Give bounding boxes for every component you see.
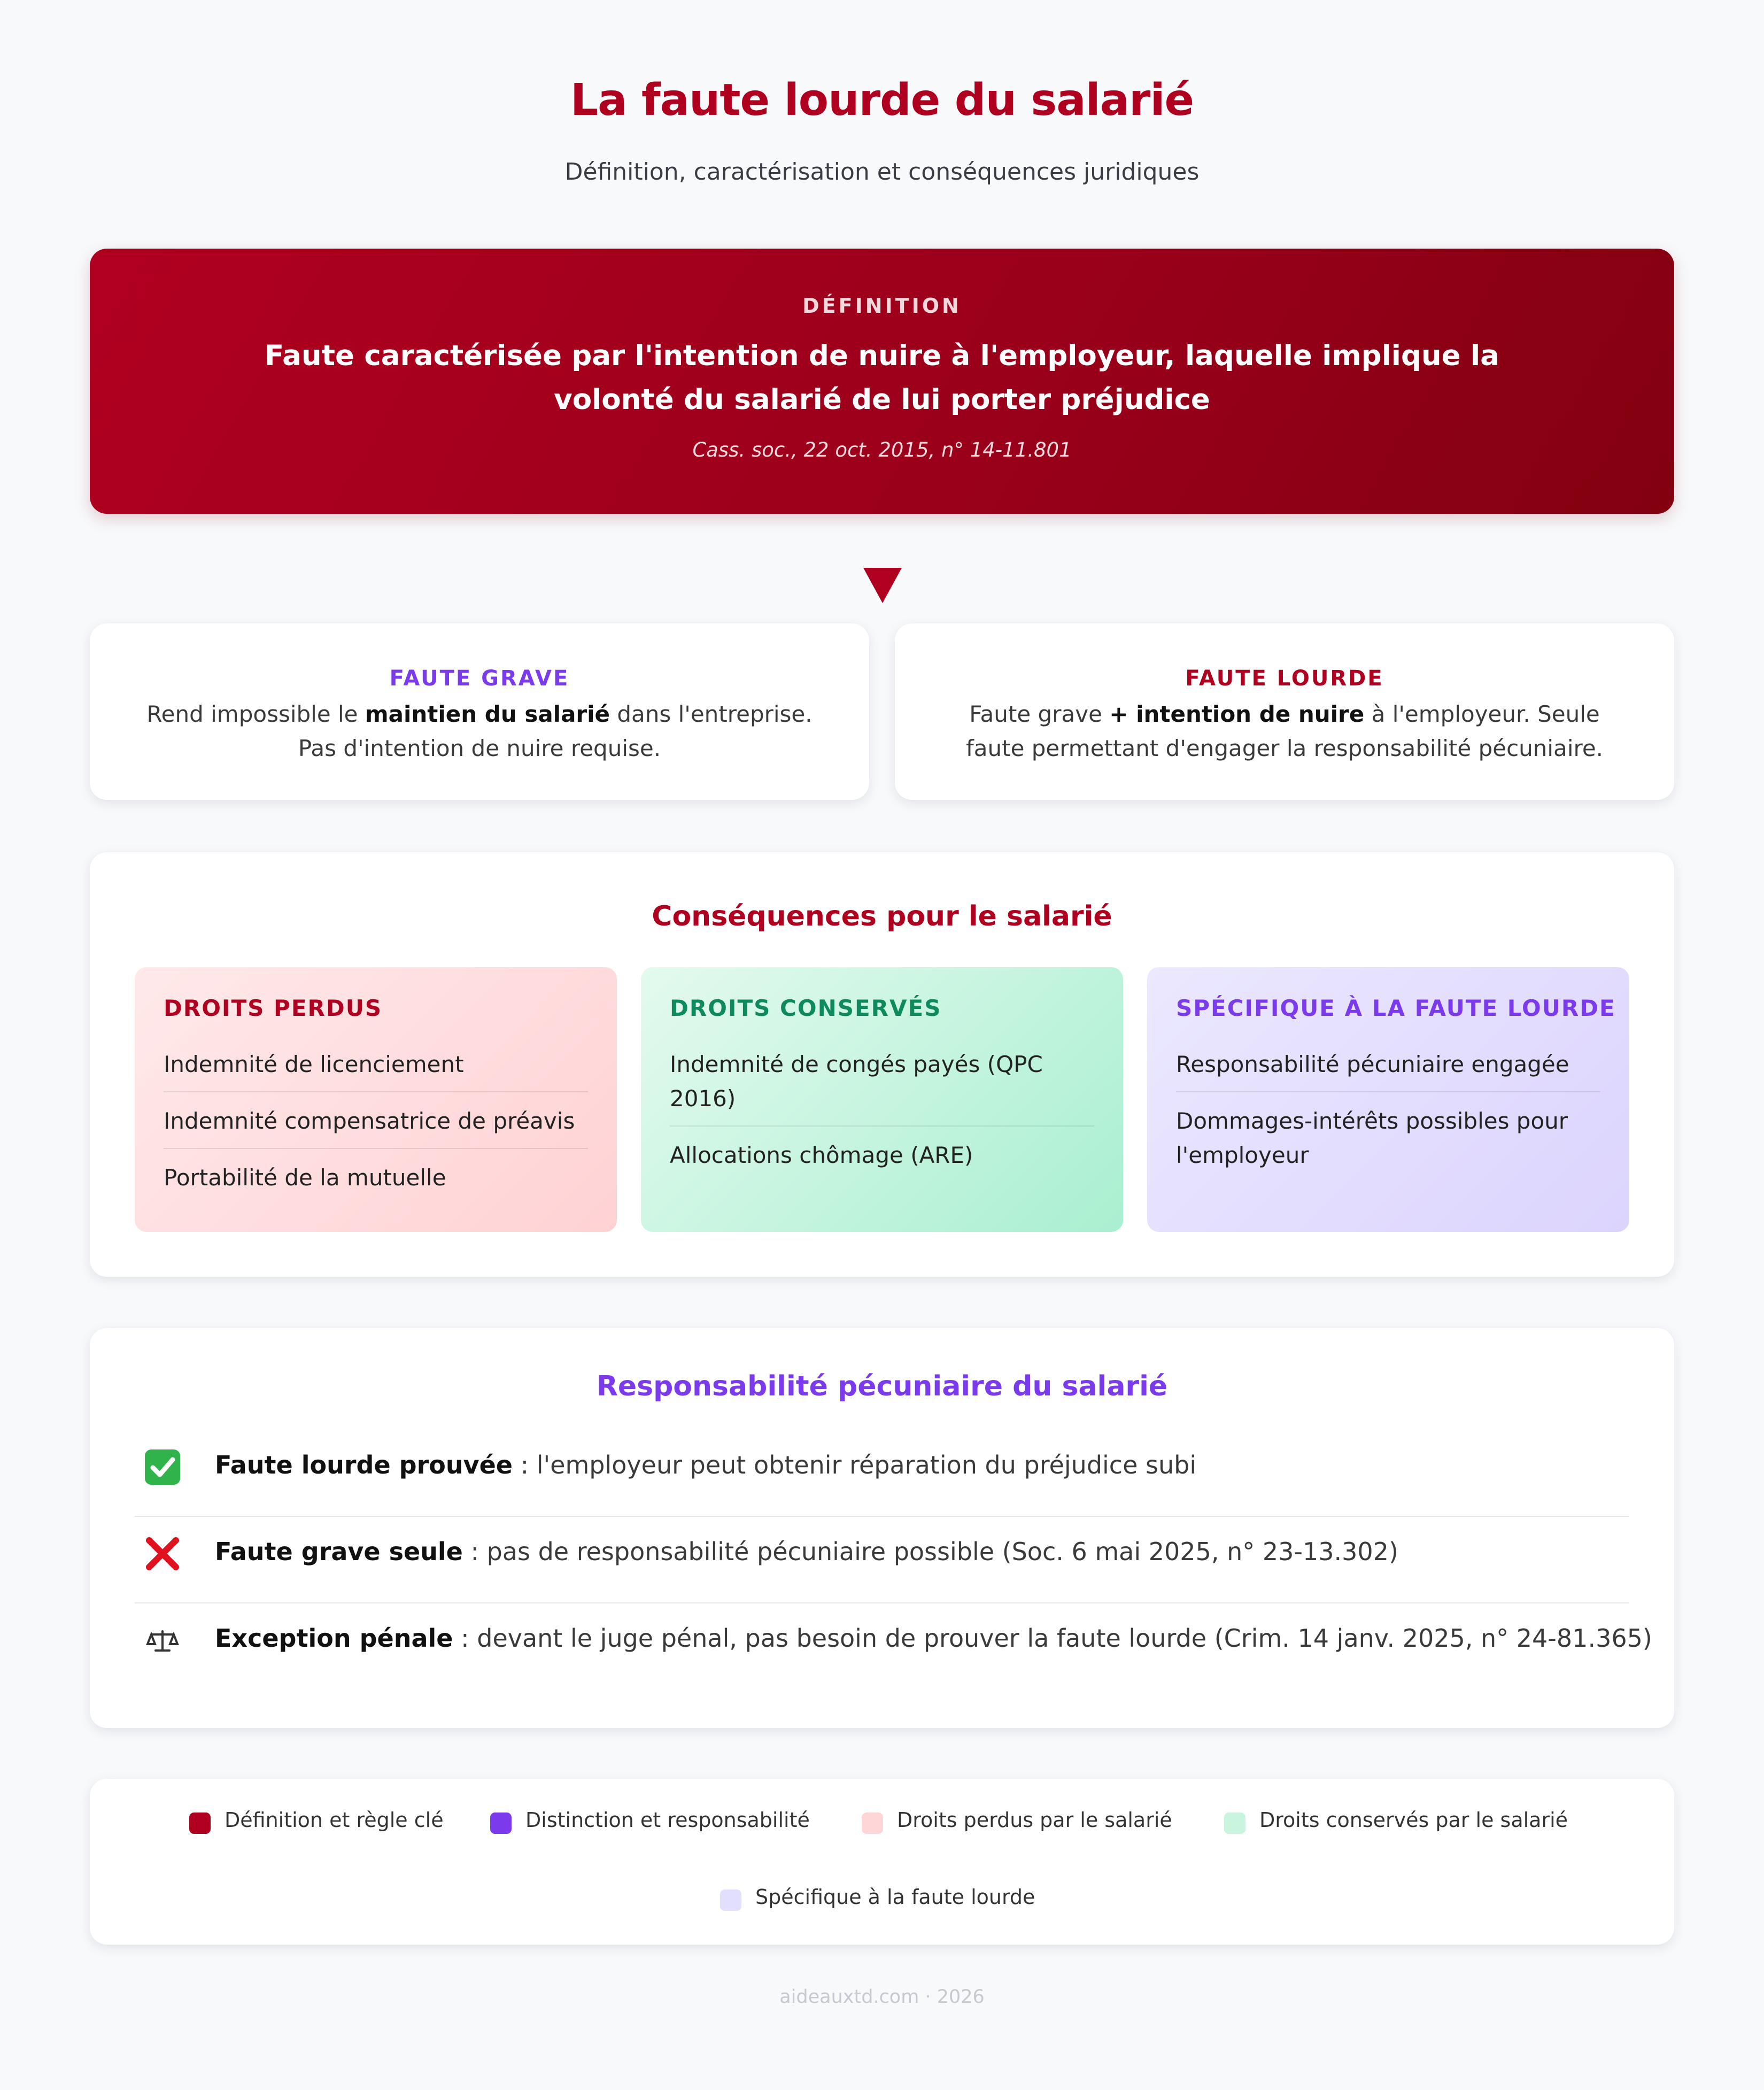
responsibility-row: Exception pénale : devant le juge pénal, pas besoin de prouver la faute lourde (Crim. 14 janv. 2025, n° 24-81.365) <box>135 1602 1629 1689</box>
specific-list <box>1176 1047 1600 1194</box>
consequences-card <box>90 852 1674 1277</box>
legend-swatch <box>1224 1813 1245 1834</box>
faute-lourde-card <box>895 623 1674 800</box>
responsibility-row: Faute lourde prouvée : l'employeur peut obtenir réparation du préjudice subi <box>135 1429 1629 1517</box>
list-item: Indemnité de licenciement <box>164 1047 588 1092</box>
list-item: Allocations chômage (ARE) <box>670 1142 973 1168</box>
responsibility-row: Faute grave seule : pas de responsabilité pécuniaire possible (Soc. 6 mai 2025, n° 23-13.302) <box>135 1516 1629 1603</box>
down-arrow-icon <box>863 568 902 603</box>
list-item: Responsabilité pécuniaire engagée <box>1176 1047 1600 1092</box>
legend-swatch <box>189 1813 211 1834</box>
faute-grave-title: FAUTE GRAVE <box>389 666 570 691</box>
lost-rights-list <box>164 1047 588 1216</box>
footer-credit: aideauxtd.com · 2026 <box>779 1986 985 2008</box>
definition-citation: Cass. soc., 22 oct. 2015, n° 14-11.801 <box>692 438 1072 461</box>
page-subtitle: Définition, caractérisation et conséquences juridiques <box>564 158 1200 186</box>
list-item: Portabilité de la mutuelle <box>164 1164 446 1191</box>
definition-banner <box>90 249 1674 514</box>
page: La faute lourde du salarié Définition, caractérisation et conséquences juridiques DÉFINITION Faute caractérisée par l'intention de nuire à l'employeur, laquelle implique la volonté du salarié de lui porter préjudice Cass. soc., 22 oct. 2015, n° 14-11.801 FAUTE GRAVE Rend impossible le maintien du salarié dans l'entreprise. Pas d'intention de nuire requise. FAUTE LOURDE Faute grave + intention de nuire à l'employeur. Seule faute permettant d'engager la responsabilité pécuniaire. Conséquences pour le salarié DROITS PERDUS Indemnité de licenciement Indemnité compensatrice de préavis Portabilité de la mutuelle DROITS CONSERVÉS Indemnité de congés payés (QPC 2016) Allocations chômage (ARE) SPÉCIFIQUE À LA FAUTE LOURDE Responsabilité pécuniaire engagée Dommages-intérêts possibles pour l'employeur Responsabilité pécuniaire du salarié Faute lourde prouvée : l'employeur peut obtenir réparation du préjudice subi Faute grave seule : pas de responsabilité pécuniaire possible (Soc. 6 mai 2025, n° 23-13.302) Exception pénale : devant le juge pénal, pas besoin de prouver la faute lourde (Crim. 14 janv. 2025, n° 24-81.365) Définition et règle clé Distinction et responsabilité Droits perdus par le salarié Droits conservés par le salarié Spécifique à la faute lourde aideauxtd.com · 2026 <box>0 0 1764 2090</box>
scales-icon <box>144 1622 181 1659</box>
specific-column <box>1147 967 1629 1232</box>
responsibility-title: Responsabilité pécuniaire du salarié <box>596 1370 1168 1402</box>
faute-grave-text: Rend impossible le maintien du salarié dans l'entreprise. Pas d'intention de nuire requise. <box>146 701 813 761</box>
list-item: Indemnité de congés payés (QPC 2016) <box>670 1047 1094 1127</box>
page-title: La faute lourde du salarié <box>570 75 1194 126</box>
faute-lourde-text: Faute grave + intention de nuire à l'employeur. Seule faute permettant d'engager la responsabilité pécuniaire. <box>965 701 1604 761</box>
definition-text: Faute caractérisée par l'intention de nuire à l'employeur, laquelle implique la volonté du salarié de lui porter préjudice <box>265 340 1499 416</box>
list-item: Dommages-intérêts possibles pour l'employeur <box>1176 1108 1568 1168</box>
check-mark-icon <box>144 1448 181 1486</box>
specific-title: SPÉCIFIQUE À LA FAUTE LOURDE <box>1176 995 1616 1021</box>
legend-card <box>90 1779 1674 1945</box>
faute-grave-card <box>90 623 869 800</box>
legend-swatch <box>720 1890 741 1911</box>
legend-swatch <box>862 1813 883 1834</box>
lost-rights-column <box>135 967 617 1232</box>
legend-swatch <box>490 1813 512 1834</box>
lost-rights-title: DROITS PERDUS <box>164 995 383 1021</box>
definition-label: DÉFINITION <box>802 294 962 318</box>
consequences-title: Conséquences pour le salarié <box>652 900 1112 932</box>
cross-mark-icon <box>144 1535 181 1572</box>
kept-rights-list <box>670 1047 1094 1194</box>
kept-rights-column <box>641 967 1123 1232</box>
list-item: Indemnité compensatrice de préavis <box>164 1104 588 1149</box>
faute-lourde-title: FAUTE LOURDE <box>1185 666 1384 691</box>
kept-rights-title: DROITS CONSERVÉS <box>670 995 942 1021</box>
